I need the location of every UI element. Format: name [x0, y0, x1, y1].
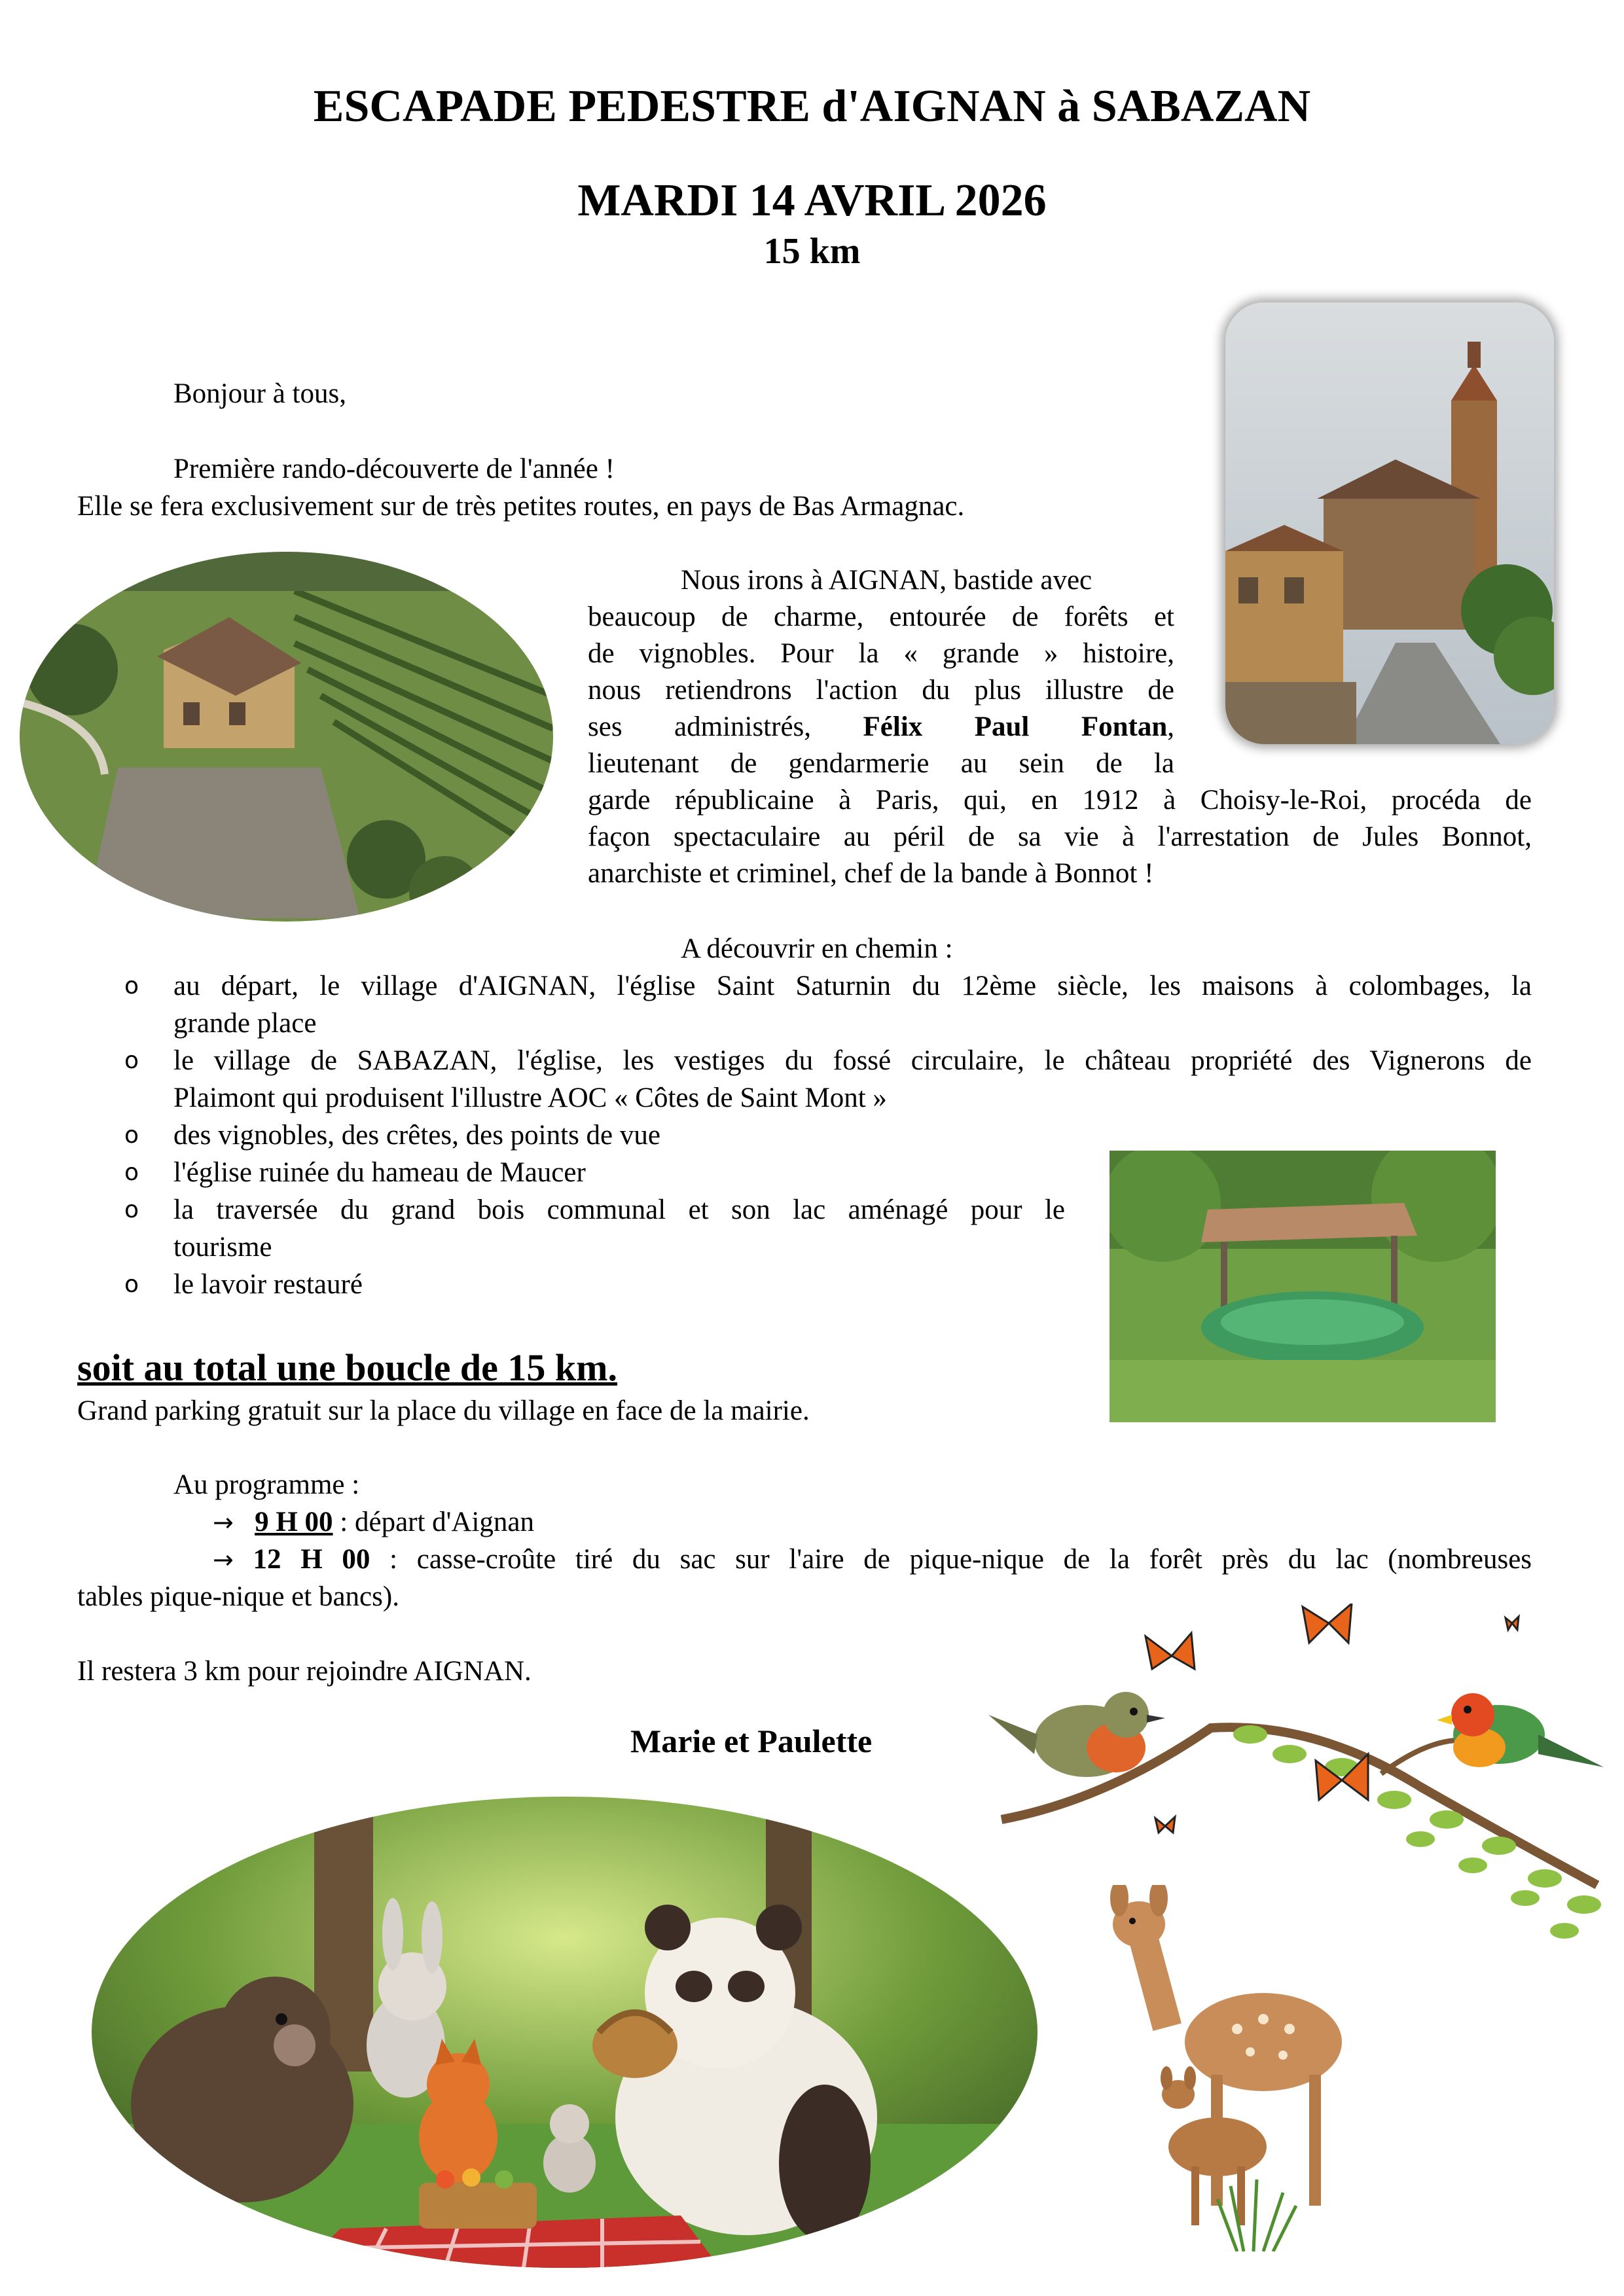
aignan-church-photo: [1225, 302, 1554, 744]
program-item-2: → 12 H 00 : casse-croûte tiré du sac sur l'aire de pique-nique de la forêt près du lac (nombreuses: [213, 1544, 1532, 1575]
aignan-line-4: nous retiendrons l'action du plus illustre de: [588, 675, 1174, 706]
bullet-marker: o: [124, 1122, 139, 1149]
bullet-marker: o: [124, 973, 139, 999]
list-item-cont: tourisme: [173, 1232, 272, 1263]
aignan-line-2: beaucoup de charme, entourée de forêts et: [588, 601, 1174, 632]
aignan-line-6: lieutenant de gendarmerie au sein de la: [588, 748, 1174, 779]
aignan-line-7: garde républicaine à Paris, qui, en 1912 à Choisy-le-Roi, procéda de: [588, 785, 1532, 816]
arrow-right-icon: →: [213, 1508, 234, 1537]
aignan-line-9: anarchiste et criminel, chef de la bande à Bonnot !: [588, 858, 1154, 889]
event-distance: 15 km: [763, 231, 861, 272]
aignan-line-3: de vignobles. Pour la « grande » histoire,: [588, 638, 1174, 669]
picnic-animals-illustration: [92, 1797, 1038, 2268]
program-item-2-cont: tables pique-nique et bancs).: [77, 1581, 399, 1612]
time-12h: 12 H 00: [253, 1544, 370, 1575]
intro-line-2: Elle se fera exclusivement sur de très petites routes, en pays de Bas Armagnac.: [77, 491, 965, 522]
time-9h: 9 H 00: [255, 1507, 333, 1537]
program-heading: Au programme :: [173, 1469, 360, 1500]
list-item: le village de SABAZAN, l'église, les vestiges du fossé circulaire, le château propriété des Vignerons de: [173, 1045, 1532, 1076]
chateau-aerial-photo: [20, 552, 553, 922]
bullet-marker: o: [124, 1047, 139, 1074]
page-title: ESCAPADE PEDESTRE d'AIGNAN à SABAZAN: [313, 81, 1311, 132]
bullet-marker: o: [124, 1196, 139, 1223]
list-item: l'église ruinée du hameau de Maucer: [173, 1157, 586, 1188]
arrow-right-icon: →: [213, 1545, 234, 1574]
discover-heading: A découvrir en chemin :: [681, 933, 953, 964]
list-item: des vignobles, des crêtes, des points de vue: [173, 1120, 660, 1151]
list-item-cont: Plaimont qui produisent l'illustre AOC « Côtes de Saint Mont »: [173, 1083, 887, 1113]
bullet-marker: o: [124, 1271, 139, 1298]
list-item: la traversée du grand bois communal et son lac aménagé pour le: [173, 1194, 1065, 1225]
remaining-distance: Il restera 3 km pour rejoindre AIGNAN.: [77, 1656, 532, 1687]
intro-line-1: Première rando-découverte de l'année !: [173, 454, 615, 484]
program-item-1: → 9 H 00 : départ d'Aignan: [213, 1507, 535, 1537]
event-date: MARDI 14 AVRIL 2026: [577, 175, 1047, 226]
fontan-name: Félix Paul Fontan: [863, 711, 1168, 742]
lavoir-photo: [1110, 1151, 1496, 1422]
aignan-line-8: façon spectaculaire au péril de sa vie à l'arrestation de Jules Bonnot,: [588, 821, 1532, 852]
signature: Marie et Paulette: [630, 1723, 873, 1759]
total-headline: soit au total une boucle de 15 km.: [77, 1346, 617, 1389]
list-item-cont: grande place: [173, 1008, 317, 1039]
aignan-line-5: ses administrés, Félix Paul Fontan,: [588, 711, 1174, 742]
list-item: au départ, le village d'AIGNAN, l'église Saint Saturnin du 12ème siècle, les maisons à colombages, la: [173, 971, 1532, 1001]
list-item: le lavoir restauré: [173, 1269, 363, 1300]
bullet-marker: o: [124, 1159, 139, 1186]
deer-illustration: [1093, 1885, 1375, 2251]
parking-info: Grand parking gratuit sur la place du village en face de la mairie.: [77, 1395, 810, 1426]
greeting: Bonjour à tous,: [173, 378, 346, 409]
aignan-line-1: Nous irons à AIGNAN, bastide avec: [681, 565, 1092, 596]
